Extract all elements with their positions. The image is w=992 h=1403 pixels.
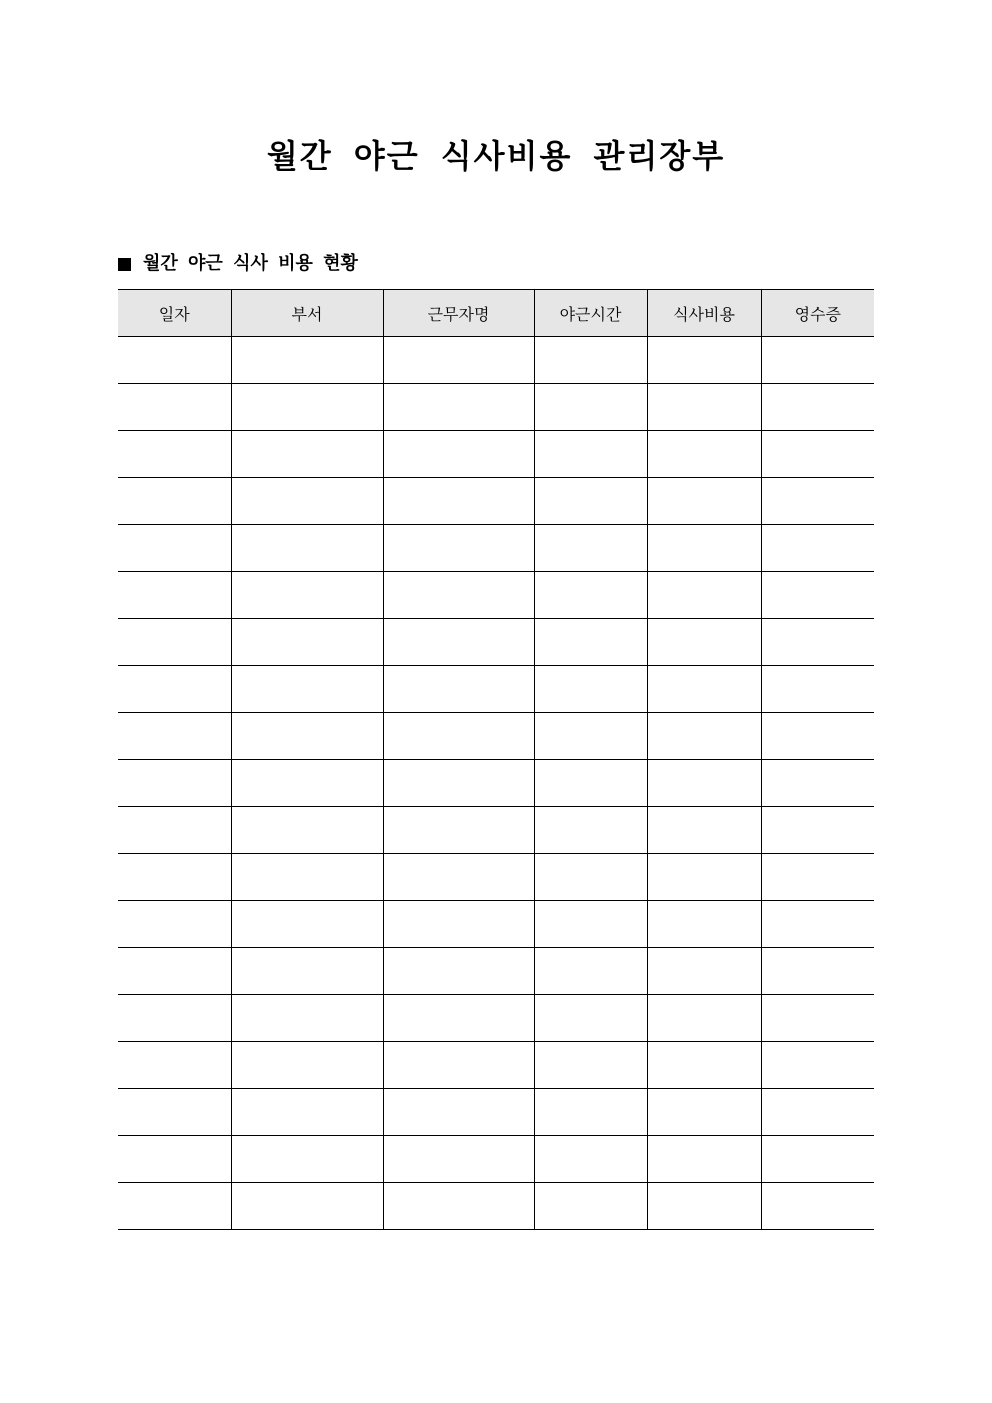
section-heading — [118, 250, 358, 278]
cell-overtime-hours[interactable] — [534, 807, 647, 854]
table-row — [118, 384, 874, 431]
cell-date[interactable] — [118, 431, 231, 478]
cell-date[interactable] — [118, 854, 231, 901]
cell-date[interactable] — [118, 713, 231, 760]
cell-department[interactable] — [231, 478, 383, 525]
cell-receipt[interactable] — [761, 478, 874, 525]
cell-meal-cost[interactable] — [647, 619, 761, 666]
cell-overtime-hours[interactable] — [534, 666, 647, 713]
section-heading-label: 월간 야근 식사 비용 현황 — [143, 253, 358, 274]
cell-date[interactable] — [118, 760, 231, 807]
cell-overtime-hours[interactable] — [534, 948, 647, 995]
table-row — [118, 995, 874, 1042]
cell-meal-cost[interactable] — [647, 760, 761, 807]
cell-meal-cost[interactable] — [647, 431, 761, 478]
cell-department[interactable] — [231, 948, 383, 995]
cell-meal-cost[interactable] — [647, 666, 761, 713]
cell-meal-cost[interactable] — [647, 901, 761, 948]
cell-meal-cost[interactable] — [647, 713, 761, 760]
cell-receipt[interactable] — [761, 1136, 874, 1183]
header-worker-name: 근무자명 — [383, 290, 534, 337]
cell-department[interactable] — [231, 1089, 383, 1136]
cell-worker-name[interactable] — [383, 1042, 534, 1089]
cell-overtime-hours[interactable] — [534, 431, 647, 478]
cell-overtime-hours[interactable] — [534, 1042, 647, 1089]
cell-receipt[interactable] — [761, 1042, 874, 1089]
cell-worker-name[interactable] — [383, 619, 534, 666]
table-row — [118, 619, 874, 666]
cell-worker-name[interactable] — [383, 1136, 534, 1183]
cell-department[interactable] — [231, 760, 383, 807]
overtime-meal-cost-table — [118, 289, 874, 1230]
cell-department[interactable] — [231, 995, 383, 1042]
cell-receipt[interactable] — [761, 948, 874, 995]
cell-receipt[interactable] — [761, 1089, 874, 1136]
cell-overtime-hours[interactable] — [534, 713, 647, 760]
cell-overtime-hours[interactable] — [534, 1183, 647, 1230]
cell-meal-cost[interactable] — [647, 478, 761, 525]
header-meal-cost: 식사비용 — [647, 290, 761, 337]
cell-date[interactable] — [118, 995, 231, 1042]
table-row — [118, 1136, 874, 1183]
cell-worker-name[interactable] — [383, 478, 534, 525]
table-row — [118, 901, 874, 948]
cell-date[interactable] — [118, 572, 231, 619]
cell-meal-cost[interactable] — [647, 572, 761, 619]
cell-receipt[interactable] — [761, 384, 874, 431]
square-bullet-icon — [118, 258, 131, 271]
cell-overtime-hours[interactable] — [534, 337, 647, 384]
cell-department[interactable] — [231, 666, 383, 713]
cell-department[interactable] — [231, 619, 383, 666]
cell-date[interactable] — [118, 619, 231, 666]
cell-worker-name[interactable] — [383, 1089, 534, 1136]
cell-worker-name[interactable] — [383, 807, 534, 854]
cell-meal-cost[interactable] — [647, 948, 761, 995]
cell-department[interactable] — [231, 854, 383, 901]
cell-meal-cost[interactable] — [647, 1042, 761, 1089]
cell-department[interactable] — [231, 807, 383, 854]
cell-overtime-hours[interactable] — [534, 384, 647, 431]
cell-meal-cost[interactable] — [647, 384, 761, 431]
cell-date[interactable] — [118, 525, 231, 572]
cell-overtime-hours[interactable] — [534, 619, 647, 666]
cell-meal-cost[interactable] — [647, 1183, 761, 1230]
table-row — [118, 807, 874, 854]
table-row — [118, 1089, 874, 1136]
cell-receipt[interactable] — [761, 525, 874, 572]
cell-department[interactable] — [231, 525, 383, 572]
cell-worker-name[interactable] — [383, 337, 534, 384]
table-row — [118, 666, 874, 713]
cell-receipt[interactable] — [761, 760, 874, 807]
header-department: 부서 — [231, 290, 383, 337]
cell-meal-cost[interactable] — [647, 337, 761, 384]
cell-date[interactable] — [118, 1089, 231, 1136]
cell-department[interactable] — [231, 431, 383, 478]
header-date: 일자 — [118, 290, 231, 337]
cell-date[interactable] — [118, 1042, 231, 1089]
table-row — [118, 337, 874, 384]
cell-worker-name[interactable] — [383, 713, 534, 760]
cell-department[interactable] — [231, 384, 383, 431]
cell-date[interactable] — [118, 666, 231, 713]
cell-worker-name[interactable] — [383, 995, 534, 1042]
cell-overtime-hours[interactable] — [534, 478, 647, 525]
table-row — [118, 760, 874, 807]
table-header-row — [118, 290, 874, 337]
header-overtime-hours: 야근시간 — [534, 290, 647, 337]
cell-worker-name[interactable] — [383, 666, 534, 713]
cell-worker-name[interactable] — [383, 1183, 534, 1230]
cell-date[interactable] — [118, 1183, 231, 1230]
cell-receipt[interactable] — [761, 572, 874, 619]
table-row — [118, 478, 874, 525]
cell-worker-name[interactable] — [383, 525, 534, 572]
cell-department[interactable] — [231, 901, 383, 948]
cell-overtime-hours[interactable] — [534, 525, 647, 572]
cell-department[interactable] — [231, 1136, 383, 1183]
cell-worker-name[interactable] — [383, 572, 534, 619]
cell-overtime-hours[interactable] — [534, 572, 647, 619]
cell-department[interactable] — [231, 572, 383, 619]
cell-receipt[interactable] — [761, 619, 874, 666]
cell-worker-name[interactable] — [383, 948, 534, 995]
table-body — [118, 337, 874, 1230]
cell-overtime-hours[interactable] — [534, 995, 647, 1042]
cell-receipt[interactable] — [761, 1183, 874, 1230]
cell-department[interactable] — [231, 1183, 383, 1230]
table-row — [118, 572, 874, 619]
cell-department[interactable] — [231, 1042, 383, 1089]
cell-meal-cost[interactable] — [647, 995, 761, 1042]
table-row — [118, 948, 874, 995]
cell-overtime-hours[interactable] — [534, 1089, 647, 1136]
cell-meal-cost[interactable] — [647, 525, 761, 572]
cell-date[interactable] — [118, 807, 231, 854]
cell-receipt[interactable] — [761, 995, 874, 1042]
cell-meal-cost[interactable] — [647, 1136, 761, 1183]
table-row — [118, 1042, 874, 1089]
cell-meal-cost[interactable] — [647, 807, 761, 854]
cell-department[interactable] — [231, 713, 383, 760]
cell-worker-name[interactable] — [383, 760, 534, 807]
cell-date[interactable] — [118, 1136, 231, 1183]
cell-overtime-hours[interactable] — [534, 901, 647, 948]
cell-date[interactable] — [118, 901, 231, 948]
cell-receipt[interactable] — [761, 901, 874, 948]
cell-date[interactable] — [118, 384, 231, 431]
cell-overtime-hours[interactable] — [534, 760, 647, 807]
table-row — [118, 713, 874, 760]
cell-receipt[interactable] — [761, 807, 874, 854]
cell-date[interactable] — [118, 337, 231, 384]
cell-meal-cost[interactable] — [647, 854, 761, 901]
cell-receipt[interactable] — [761, 854, 874, 901]
table-row — [118, 854, 874, 901]
cell-date[interactable] — [118, 478, 231, 525]
cell-receipt[interactable] — [761, 713, 874, 760]
cell-receipt[interactable] — [761, 337, 874, 384]
cell-worker-name[interactable] — [383, 854, 534, 901]
cell-overtime-hours[interactable] — [534, 1136, 647, 1183]
cell-overtime-hours[interactable] — [534, 854, 647, 901]
cell-meal-cost[interactable] — [647, 1089, 761, 1136]
table-row — [118, 525, 874, 572]
cell-department[interactable] — [231, 337, 383, 384]
cell-date[interactable] — [118, 948, 231, 995]
cell-worker-name[interactable] — [383, 431, 534, 478]
cell-worker-name[interactable] — [383, 384, 534, 431]
table-row — [118, 1183, 874, 1230]
header-receipt: 영수증 — [761, 290, 874, 337]
cell-receipt[interactable] — [761, 666, 874, 713]
page-title: 월간 야근 식사비용 관리장부 — [266, 137, 726, 175]
table-row — [118, 431, 874, 478]
cell-worker-name[interactable] — [383, 901, 534, 948]
cell-receipt[interactable] — [761, 431, 874, 478]
